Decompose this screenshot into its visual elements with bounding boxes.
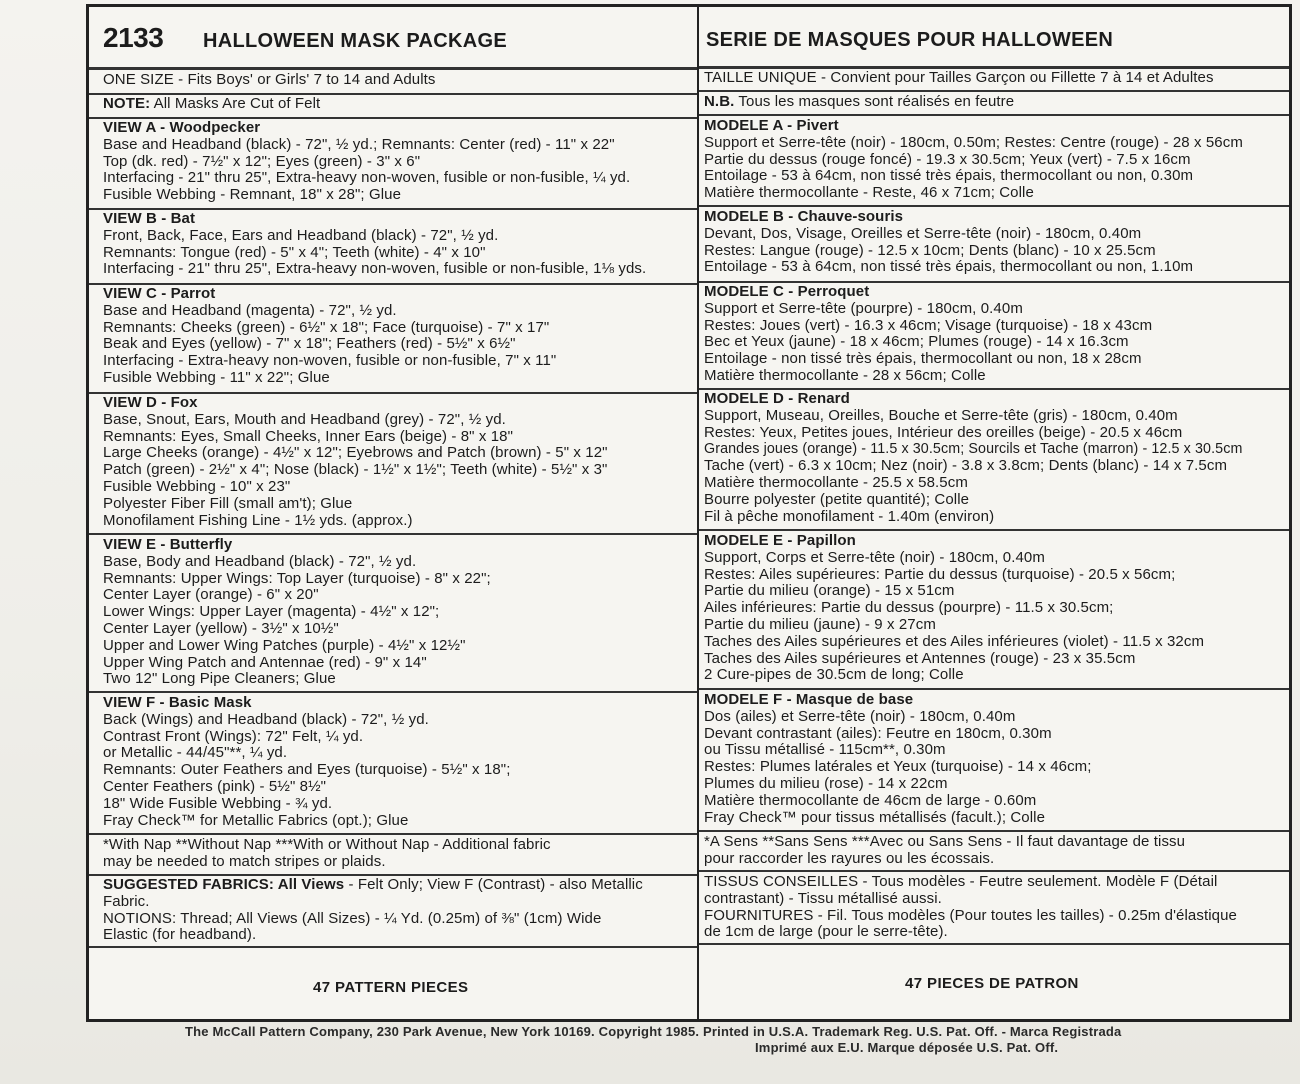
- section-heading: MODELE E - Papillon: [704, 532, 856, 549]
- rule: [699, 688, 1289, 690]
- modele-e-section: MODELE E - Papillon Support, Corps et Serre-tête (noir) - 180cm, 0.40m Restes: Ailes supérieures: Partie du dessus (turquoise) - 20.5 x 56cm; Partie du milieu (orange) - 15 x 51cm Ailes inférieures: Partie du dessus (pourpre) - 11.5 x 30.5cm; Partie du milieu (jaune) - 9 x 27cm Taches des Ailes supérieures et des Ailes inférieures (violet) - 11.5 x 32cm Taches des Ailes supérieures et Antennes (rouge) - 23 x 35.5cm 2 Cure-pipes de 30.5cm de long; Colle: [704, 532, 1205, 684]
- section-heading: VIEW C - Parrot: [103, 285, 216, 302]
- section-heading: MODELE A - Pivert: [704, 117, 839, 134]
- rule: [89, 833, 697, 835]
- size-info-en: ONE SIZE - Fits Boys' or Girls' 7 to 14 and Adults: [103, 71, 436, 88]
- section-heading: MODELE C - Perroquet: [704, 283, 870, 300]
- section-heading: VIEW F - Basic Mask: [103, 694, 252, 711]
- rule: [89, 946, 697, 948]
- section-heading: MODELE B - Chauve-souris: [704, 208, 904, 225]
- note-en: NOTE: All Masks Are Cut of Felt: [103, 95, 321, 112]
- rule: [699, 943, 1289, 945]
- rule: [699, 114, 1289, 116]
- title-english: HALLOWEEN MASK PACKAGE: [203, 30, 508, 52]
- publisher-line: The McCall Pattern Company, 230 Park Avenue, New York 10169. Copyright 1985. Printed in U.S.A. Trademark Reg. U.S. Pat. Off. - Marca Registrada: [185, 1024, 1122, 1039]
- section-heading: MODELE D - Renard: [704, 390, 850, 407]
- pattern-pieces-en: 47 PATTERN PIECES: [313, 979, 469, 996]
- modele-a-section: MODELE A - Pivert Support et Serre-tête (noir) - 180cm, 0.50m; Restes: Centre (rouge) - 28 x 56cm Partie du dessus (rouge foncé) - 19.3 x 30.5cm; Yeux (vert) - 7.5 x 16cm Entoilage - 53 à 64cm, non tissé très épais, thermocollant ou non, 0.30m Matière thermocollante - Reste, 46 x 71cm; Colle: [704, 117, 1243, 202]
- section-heading: MODELE F - Masque de base: [704, 691, 914, 708]
- nap-note-en: *With Nap **Without Nap ***With or Without Nap - Additional fabric may be needed to match stripes or plaids.: [103, 836, 551, 870]
- title-french: SERIE DE MASQUES POUR HALLOWEEN: [706, 29, 1114, 51]
- fabrics-notions-en: SUGGESTED FABRICS: All Views - Felt Only; View F (Contrast) - also Metallic Fabric. NOTIONS: Thread; All Views (All Sizes) - ¼ Yd. (0.25m) of ⅜" (1cm) Wide Elastic (for headband).: [103, 876, 643, 944]
- modele-d-section: MODELE D - Renard Support, Museau, Oreilles, Bouche et Serre-tête (gris) - 180cm, 0.40m Restes: Yeux, Petites joues, Intérieur des oreilles (beige) - 20.5 x 46cm Grandes joues (orange) - 11.5 x 30.5cm; Sourcils et Tache (marron) - 12.5 x 30.5cm Tache (vert) - 6.3 x 10cm; Nez (noir) - 3.8 x 3.8cm; Dents (blanc) - 14 x 7.5cm Matière thermocollante - 25.5 x 58.5cm Bourre polyester (petite quantité); Colle Fil à pêche monofilament - 1.40m (environ): [704, 390, 1243, 525]
- view-f-section: VIEW F - Basic Mask Back (Wings) and Headband (black) - 72", ½ yd. Contrast Front (Wings): 72" Felt, ¼ yd. or Metallic - 44/45"**, ¼ yd. Remnants: Outer Feathers and Eyes (turquoise) - 5½" x 18"; Center Feathers (pink) - 5½" 8½" 18" Wide Fusible Webbing - ¾ yd. Fray Check™ for Metallic Fabrics (opt.); Glue: [103, 694, 511, 829]
- note-fr: N.B. Tous les masques sont réalisés en feutre: [704, 93, 1015, 110]
- rule: [89, 691, 697, 693]
- modele-b-section: MODELE B - Chauve-souris Devant, Dos, Visage, Oreilles et Serre-tête (noir) - 180cm, 0.40m Restes: Langue (rouge) - 12.5 x 10cm; Dents (blanc) - 10 x 25.5cm Entoilage - 53 à 64cm, non tissé très épais, thermocollant ou non, 1.10m: [704, 208, 1194, 276]
- section-heading: VIEW E - Butterfly: [103, 536, 233, 553]
- modele-f-section: MODELE F - Masque de base Dos (ailes) et Serre-tête (noir) - 180cm, 0.40m Devant contrastant (ailes): Feutre en 180cm, 0.30m ou Tissu métallisé - 115cm**, 0.30m Restes: Plumes latérales et Yeux (turquoise) - 14 x 46cm; Plumes du milieu (rose) - 14 x 22cm Matière thermocollante de 46cm de large - 0.60m Fray Check™ pour tissus métallisés (facult.); Colle: [704, 691, 1092, 826]
- pattern-number: 2133: [103, 22, 164, 53]
- view-c-section: VIEW C - Parrot Base and Headband (magenta) - 72", ½ yd. Remnants: Cheeks (green) - 6½" x 18"; Face (turquoise) - 7" x 17" Beak and Eyes (yellow) - 7" x 18"; Feathers (red) - 5½" x 6½" Interfacing - Extra-heavy non-woven, fusible or non-fusible, 7" x 11" Fusible Webbing - 11" x 22"; Glue: [103, 285, 557, 386]
- view-a-section: VIEW A - Woodpecker Base and Headband (black) - 72", ½ yd.; Remnants: Center (red) - 11" x 22" Top (dk. red) - 7½" x 12"; Eyes (green) - 3" x 6" Interfacing - 21" thru 25", Extra-heavy non-woven, fusible or non-fusible, ¼ yd. Fusible Webbing - Remnant, 18" x 28"; Glue: [103, 119, 631, 204]
- view-d-section: VIEW D - Fox Base, Snout, Ears, Mouth and Headband (grey) - 72", ½ yd. Remnants: Eyes, Small Cheeks, Inner Ears (beige) - 8" x 18" Large Cheeks (orange) - 4½" x 12"; Eyebrows and Patch (brown) - 5" x 12" Patch (green) - 2½" x 4"; Nose (black) - 1½" x 1½"; Teeth (white) - 5½" x 3" Fusible Webbing - 10" x 23" Polyester Fiber Fill (small am't); Glue Monofilament Fishing Line - 1½ yds. (approx.): [103, 394, 608, 529]
- rule: [89, 533, 697, 535]
- rule: [699, 870, 1289, 872]
- size-info-fr: TAILLE UNIQUE - Convient pour Tailles Garçon ou Fillette 7 à 14 et Adultes: [704, 69, 1214, 86]
- section-heading: VIEW A - Woodpecker: [103, 119, 261, 136]
- rule: [89, 67, 697, 70]
- fabrics-notions-fr: TISSUS CONSEILLES - Tous modèles - Feutre seulement. Modèle F (Détail contrastant) - Tissu métallisé aussi. FOURNITURES - Fil. Tous modèles (Pour toutes les tailles) - 0.25m d'élastique de 1cm de large (pour le serre-tête).: [704, 873, 1237, 941]
- rule: [699, 90, 1289, 92]
- rule: [699, 205, 1289, 207]
- rule: [699, 529, 1289, 531]
- pattern-pieces-fr: 47 PIECES DE PATRON: [905, 975, 1079, 992]
- section-heading: VIEW D - Fox: [103, 394, 198, 411]
- section-heading: VIEW B - Bat: [103, 210, 196, 227]
- rule: [699, 830, 1289, 832]
- view-e-section: VIEW E - Butterfly Base, Body and Headband (black) - 72", ½ yd. Remnants: Upper Wings: Top Layer (turquoise) - 8" x 22"; Center Layer (orange) - 6" x 20" Lower Wings: Upper Layer (magenta) - 4½" x 12"; Center Layer (yellow) - 3½" x 10½" Upper and Lower Wing Patches (purple) - 4½" x 12½" Upper Wing Patch and Antennae (red) - 9" x 14" Two 12" Long Pipe Cleaners; Glue: [103, 536, 491, 688]
- nap-note-fr: *A Sens **Sans Sens ***Avec ou Sans Sens - Il faut davantage de tissu pour raccorder les rayures ou les écossais.: [704, 833, 1186, 867]
- view-b-section: VIEW B - Bat Front, Back, Face, Ears and Headband (black) - 72", ½ yd. Remnants: Tongue (red) - 5" x 4"; Teeth (white) - 4" x 10" Interfacing - 21" thru 25", Extra-heavy non-woven, fusible or non-fusible, 1⅛ yds.: [103, 210, 647, 278]
- modele-c-section: MODELE C - Perroquet Support et Serre-tête (pourpre) - 180cm, 0.40m Restes: Joues (vert) - 16.3 x 46cm; Visage (turquoise) - 18 x 43cm Bec et Yeux (jaune) - 18 x 46cm; Plumes (rouge) - 14 x 16.3cm Entoilage - non tissé très épais, thermocollant ou non, 18 x 28cm Matière thermocollante - 28 x 56cm; Colle: [704, 283, 1153, 384]
- trademark-line: Imprimé aux E.U. Marque déposée U.S. Pat. Off.: [755, 1040, 1059, 1055]
